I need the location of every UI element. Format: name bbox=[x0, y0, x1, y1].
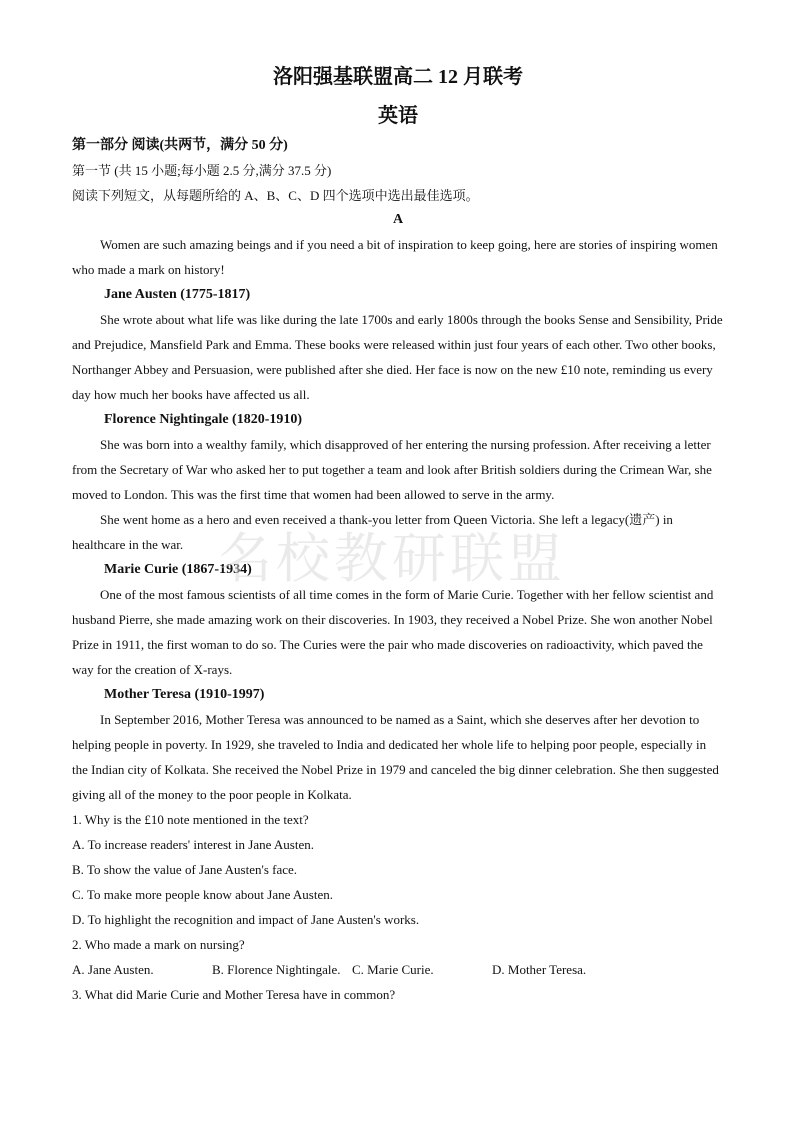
answer-options-row bbox=[72, 957, 724, 982]
question-stem: 1. Why is the £10 note mentioned in the text? bbox=[72, 812, 309, 827]
answer-option: B. Florence Nightingale. bbox=[212, 962, 341, 977]
section-name: Jane Austen (1775-1817) bbox=[104, 287, 251, 302]
passage-intro: Women are such amazing beings and if you need a bit of inspiration to keep going, here are stories of inspiring women who made a mark on history! bbox=[72, 237, 718, 277]
section-name: Mother Teresa (1910-1997) bbox=[104, 687, 265, 702]
section-name: Marie Curie (1867-1934) bbox=[104, 562, 252, 577]
question-stem: 2. Who made a mark on nursing? bbox=[72, 937, 245, 952]
section-paragraph: She wrote about what life was like during the late 1700s and early 1800s through the books Sense and Sensibility, Pride and Prejudice, Mansfield Park and Emma. These books were released within just four years of each other. Two other books, Northanger Abbey and Persuasion, were published after she died. Her face is now on the new £10 note, reminding us every day how much her books have affected us all. bbox=[72, 312, 723, 402]
passage-letter: A bbox=[392, 212, 404, 227]
answer-option: C. Marie Curie. bbox=[352, 962, 434, 977]
section-name: Florence Nightingale (1820-1910) bbox=[104, 412, 303, 427]
section-paragraph: She was born into a wealthy family, which disapproved of her entering the nursing profession. After receiving a letter from the Secretary of War who asked her to put together a team and look after British soldiers during the Crimean War, she moved to London. This was the first time that women had been allowed to serve in the army. bbox=[72, 437, 712, 502]
section-heading: 第一节 (共 15 小题;每小题 2.5 分,满分 37.5 分) bbox=[72, 163, 332, 178]
section-paragraph: In September 2016, Mother Teresa was announced to be named as a Saint, which she deserves after her devotion to helping people in poverty. In 1929, she traveled to India and dedicated her whole life to helping poor people, especially in the Indian city of Kolkata. She received the Nobel Prize in 1979 and canceled the big dinner celebration. She then suggested giving all of the money to the poor people in Kolkata. bbox=[72, 712, 719, 802]
answer-option: A. Jane Austen. bbox=[72, 962, 154, 977]
exam-page bbox=[72, 62, 724, 1007]
question-stem: 3. What did Marie Curie and Mother Teresa have in common? bbox=[72, 987, 396, 1002]
section-paragraph: One of the most famous scientists of all time comes in the form of Marie Curie. Together with her fellow scientist and husband Pierre, she made amazing work on their discoveries. In 1903, they received a Nobel Prize. She won another Nobel Prize in 1911, the first woman to do so. The Curies were the pair who made discoveries on radioactivity, which paved the way for the creation of X-rays. bbox=[72, 587, 714, 677]
answer-option: C. To make more people know about Jane Austen. bbox=[72, 887, 333, 902]
exam-title: 洛阳强基联盟高二 12 月联考 bbox=[273, 66, 523, 88]
answer-option: D. To highlight the recognition and impact of Jane Austen's works. bbox=[72, 912, 420, 927]
instruction-text: 阅读下列短文，从每题所给的 A、B、C、D 四个选项中选出最佳选项。 bbox=[72, 188, 479, 203]
answer-option: A. To increase readers' interest in Jane Austen. bbox=[72, 837, 314, 852]
answer-option: B. To show the value of Jane Austen's face. bbox=[72, 862, 298, 877]
part-heading: 第一部分 阅读(共两节，满分 50 分) bbox=[72, 138, 288, 153]
subject-title: 英语 bbox=[378, 105, 418, 127]
section-paragraph: She went home as a hero and even received a thank-you letter from Queen Victoria. She left a legacy(遗产) in healthcare in the war. bbox=[72, 512, 673, 552]
watermark: 名校教研联盟 bbox=[218, 527, 566, 590]
answer-option: D. Mother Teresa. bbox=[492, 962, 587, 977]
